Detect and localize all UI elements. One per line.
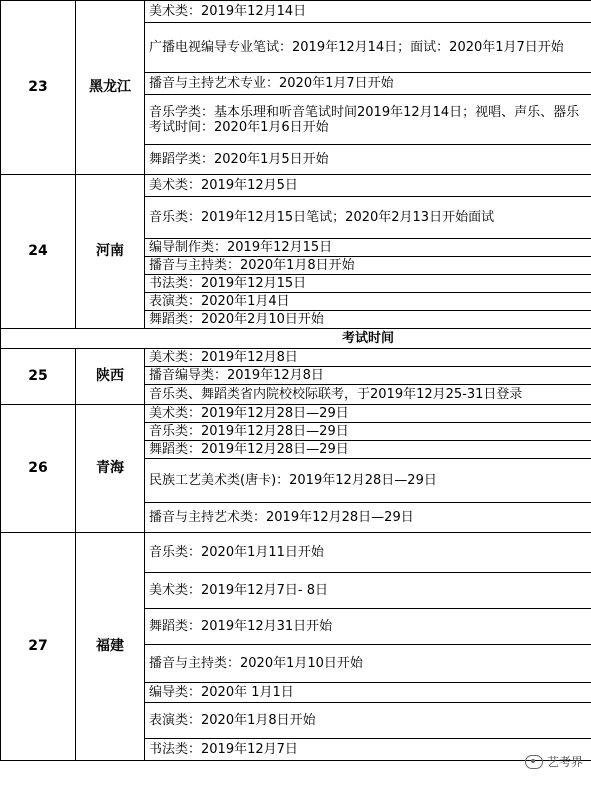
exam-item: 美术类：2019年12月7日- 8日 bbox=[145, 573, 591, 609]
table-row bbox=[1, 1, 591, 23]
row-number: 26 bbox=[1, 405, 76, 533]
table-row bbox=[1, 349, 591, 367]
exam-item: 音乐类：2019年12月28日—29日 bbox=[145, 423, 591, 441]
province-name: 河南 bbox=[76, 175, 145, 329]
exam-item: 音乐类：2020年1月11日开始 bbox=[145, 533, 591, 573]
table-row bbox=[1, 405, 591, 423]
exam-item: 书法类：2019年12月7日 bbox=[145, 739, 591, 761]
exam-item: 书法类：2019年12月15日 bbox=[145, 275, 591, 293]
exam-item: 编导制作类：2019年12月15日 bbox=[145, 239, 591, 257]
exam-item: 美术类：2019年12月14日 bbox=[145, 1, 591, 23]
province-name: 黑龙江 bbox=[76, 1, 145, 175]
province-name: 青海 bbox=[76, 405, 145, 533]
exam-item: 音乐类、舞蹈类省内院校校际联考，于2019年12月25-31日登录 bbox=[145, 385, 591, 405]
province-name: 福建 bbox=[76, 533, 145, 761]
exam-item: 播音编导类：2019年12月8日 bbox=[145, 367, 591, 385]
row-number: 27 bbox=[1, 533, 76, 761]
exam-item: 播音与主持艺术专业：2020年1月7日开始 bbox=[145, 73, 591, 95]
table-row bbox=[1, 175, 591, 197]
exam-item: 播音与主持类：2020年1月10日开始 bbox=[145, 645, 591, 683]
watermark bbox=[525, 753, 583, 770]
exam-item: 编导类：2020年 1月1日 bbox=[145, 683, 591, 703]
wechat-icon bbox=[525, 755, 543, 769]
row-number: 24 bbox=[1, 175, 76, 329]
exam-item: 美术类：2019年12月5日 bbox=[145, 175, 591, 197]
row-number: 25 bbox=[1, 349, 76, 405]
exam-item: 表演类：2020年1月8日开始 bbox=[145, 703, 591, 739]
section-header: 考试时间 bbox=[1, 329, 591, 349]
exam-item: 广播电视编导专业笔试：2019年12月14日；面试：2020年1月7日开始 bbox=[145, 23, 591, 73]
table-row bbox=[1, 533, 591, 573]
province-name: 陕西 bbox=[76, 349, 145, 405]
exam-item: 音乐学类：基本乐理和听音笔试时间2019年12月14日；视唱、声乐、器乐考试时间：2020年1月6日开始 bbox=[145, 95, 591, 145]
exam-item: 舞蹈类：2020年2月10日开始 bbox=[145, 311, 591, 329]
exam-item: 美术类：2019年12月28日—29日 bbox=[145, 405, 591, 423]
exam-item: 舞蹈学类：2020年1月5日开始 bbox=[145, 145, 591, 175]
exam-item: 播音与主持类：2020年1月8日开始 bbox=[145, 257, 591, 275]
exam-item: 音乐类：2019年12月15日笔试；2020年2月13日开始面试 bbox=[145, 197, 591, 239]
exam-item: 播音与主持艺术类：2019年12月28日—29日 bbox=[145, 503, 591, 533]
exam-item: 美术类：2019年12月8日 bbox=[145, 349, 591, 367]
section-header-row bbox=[1, 329, 591, 349]
exam-item: 民族工艺美术类(唐卡)：2019年12月28日—29日 bbox=[145, 459, 591, 503]
row-number: 23 bbox=[1, 1, 76, 175]
exam-item: 舞蹈类：2019年12月31日开始 bbox=[145, 609, 591, 645]
watermark-text: 艺考界 bbox=[546, 755, 583, 769]
exam-item: 舞蹈类：2019年12月28日—29日 bbox=[145, 441, 591, 459]
exam-item: 表演类：2020年1月4日 bbox=[145, 293, 591, 311]
